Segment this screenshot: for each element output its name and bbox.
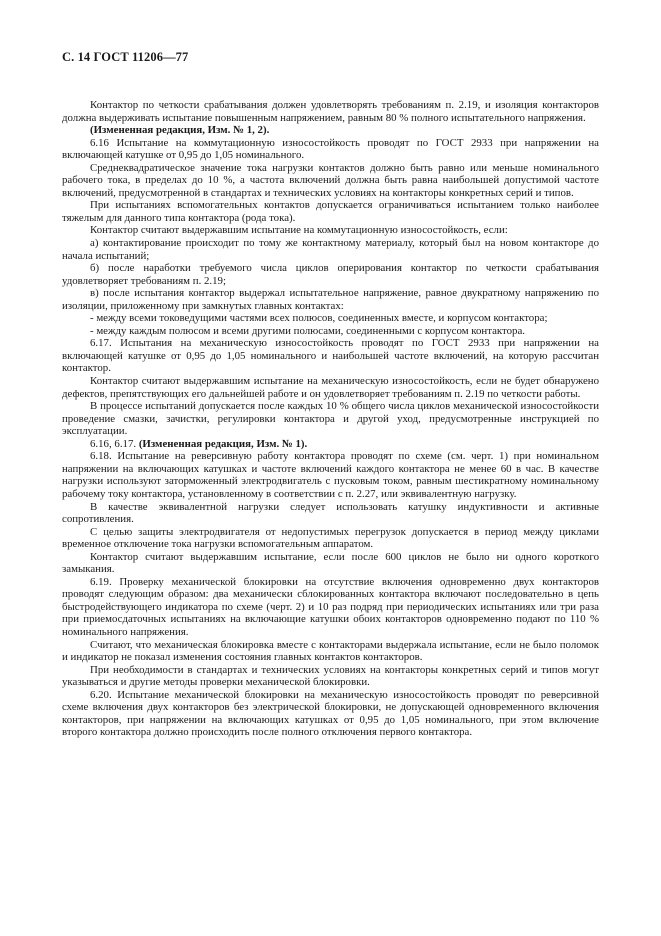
paragraph: 6.19. Проверку механической блокировки на отсутствие включения одновременно двух контакторов проводят следующим образом: два механически сблокированных контактора включают последовательно в цепь быстродействующего индикатора по схеме (черт. 2) и 10 раз подряд при периодических испытаниях или три раза при приемосдаточных испытаниях на включающие катушки обоих контакторов одновременно подают по 110 % номинального напряжения. — [62, 575, 599, 638]
paragraph: 6.16 Испытание на коммутационную износостойкость проводят по ГОСТ 2933 при напряжении на включающей катушке от 0,95 до 1,05 номинального. — [62, 136, 599, 162]
paragraph: 6.17. Испытания на механическую износостойкость проводят по ГОСТ 2933 при напряжении на включающей катушке от 0,95 до 1,05 номинального и наибольшей частоте включений, на которую рассчитан контактор. — [62, 337, 599, 375]
list-item: в) после испытания контактор выдержал испытательное напряжение, равное двукратному напряжению по изоляции, приложенному при замкнутых главных контактах: — [62, 287, 599, 312]
amendment-note: (Измененная редакция, Изм. № 1, 2). — [90, 124, 270, 137]
list-item: - между всеми токоведущими частями всех полюсов, соединенных вместе, и корпусом контактора; — [90, 312, 548, 325]
list-item: а) контактирование происходит по тому же контактному материалу, который был на новом контакторе до начала испытаний; — [62, 237, 599, 262]
amendment-note — [62, 438, 599, 451]
paragraph: В качестве эквивалентной нагрузки следует использовать катушку индуктивности и активные сопротивления. — [62, 500, 599, 526]
document-body — [62, 99, 599, 739]
list-item: - между каждым полюсом и всеми другими полюсами, соединенными с корпусом контактора. — [90, 324, 525, 337]
paragraph: Считают, что механическая блокировка вместе с контакторами выдержала испытание, если не было поломок и индикатор не показал изменения состояния главных контактов контакторов. — [62, 638, 599, 664]
paragraph: Контактор считают выдержавшим испытание на механическую износостойкость, если не будет обнаружено дефектов, препятствующих его дальнейшей работе и он удовлетворяет требованиям п. 2.19 по четкости работы. — [62, 375, 599, 400]
paragraph: При испытаниях вспомогательных контактов допускается ограничиваться испытанием только наиболее тяжелым для данного типа контактора (рода тока). — [62, 199, 599, 224]
paragraph: 6.18. Испытание на реверсивную работу контактора проводят по схеме (см. черт. 1) при номинальном напряжении на включающих катушках и частоте включений каждого контактора не менее 60 в час. В качестве нагрузки используют заторможенный электродвигатель с пусковым током, равным шестикратному номинальному рабочему току контактора, установленному в соответствии с п. 2.27, или эквивалентную нагрузку. — [62, 450, 599, 500]
paragraph: Среднеквадратическое значение тока нагрузки контактов должно быть равно или меньше номинального рабочего тока, в пределах до 10 %, а частота включений должна быть равна наибольшей допустимой частоте включений, предусмотренной в стандартах и технических условиях на контакторы конкретных серий и типов. — [62, 161, 599, 199]
amendment-label: (Измененная редакция, Изм. № 1). — [138, 437, 308, 450]
page-header: С. 14 ГОСТ 11206—77 — [62, 50, 189, 64]
list-item: б) после наработки требуемого числа циклов оперирования контактор по четкости срабатывания удовлетворяет требованиям п. 2.19; — [62, 262, 599, 287]
paragraph: Контактор считают выдержавшим испытание, если после 600 циклов не было ни одного короткого замыкания. — [62, 550, 599, 576]
paragraph: 6.20. Испытание механической блокировки на механическую износостойкость проводят по реверсивной схеме включения двух контакторов без электрической блокировки, не допускающей одновременного включения контакторов, при напряжении на включающих катушках от 0,95 до 1,05 номинального, при этом включение второго контактора должно происходить после полного отключения первого контактора. — [62, 688, 599, 739]
clause-reference: 6.16, 6.17. — [90, 437, 137, 450]
paragraph: С целью защиты электродвигателя от недопустимых перегрузок допускается в период между циклами временное отключение тока нагрузки вспомогательным аппаратом. — [62, 525, 599, 551]
paragraph: Контактор по четкости срабатывания должен удовлетворять требованиям п. 2.19, и изоляция контакторов должна выдерживать испытание повышенным напряжением, равным 80 % полного испытательного напряжения. — [62, 99, 599, 124]
paragraph: Контактор считают выдержавшим испытание на коммутационную износостойкость, если: — [90, 224, 508, 237]
paragraph: При необходимости в стандартах и технических условиях на контакторы конкретных серий и типов могут указываться и другие методы проверки механической блокировки. — [62, 663, 599, 689]
paragraph: В процессе испытаний допускается после каждых 10 % общего числа циклов механической износостойкости проведение смазки, зачистки, регулировки контактора и другой уход, предусмотренные инструкцией по эксплуатации. — [62, 400, 599, 438]
